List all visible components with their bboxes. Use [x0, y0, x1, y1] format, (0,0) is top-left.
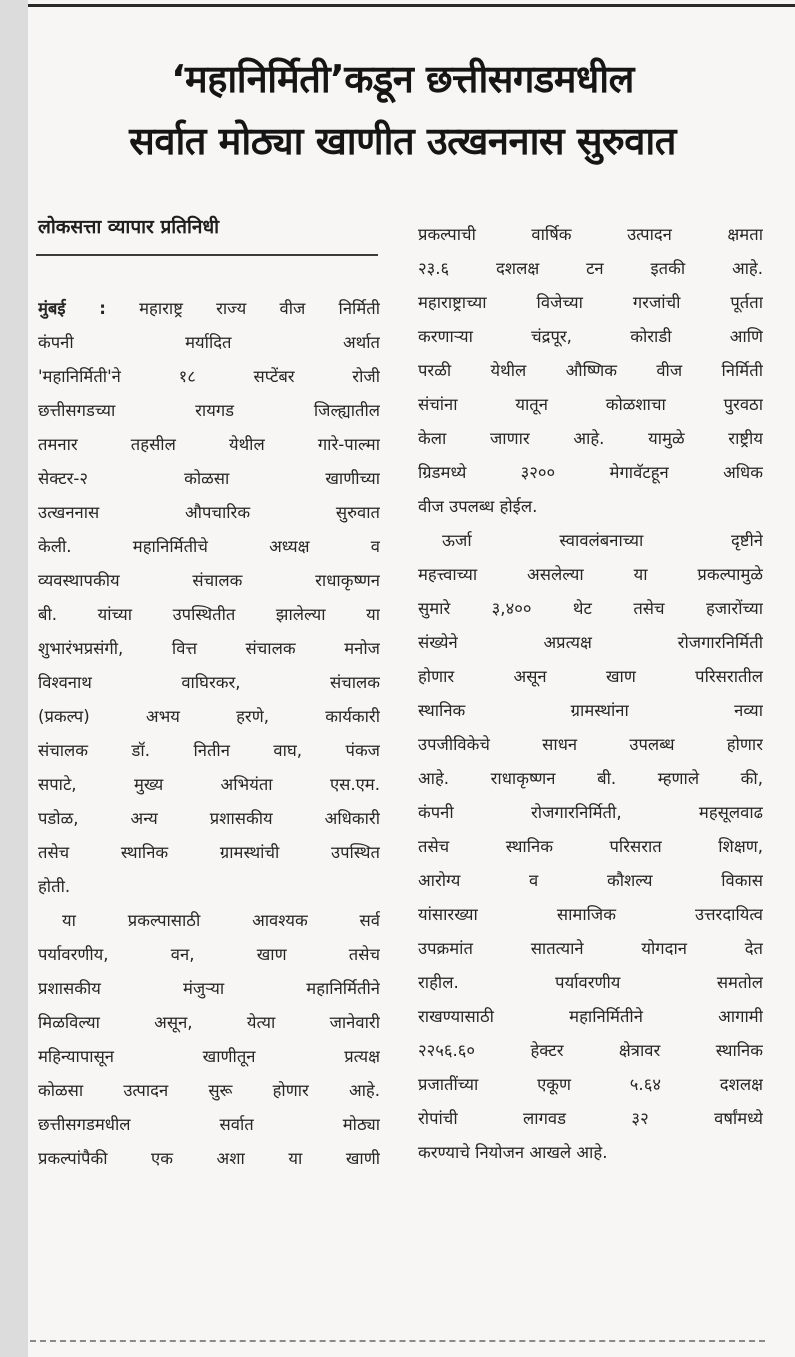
article-line: प्रकल्पाची वार्षिक उत्पादन क्षमता [418, 225, 763, 244]
article-line-text: महाराष्ट्र राज्य वीज निर्मिती [139, 299, 380, 318]
article-line: केला जाणार आहे. यामुळे राष्ट्रीय [418, 429, 763, 448]
article-line: उत्खननास औपचारिक सुरुवात [38, 503, 380, 522]
article-line: या प्रकल्पासाठी आवश्यक सर्व [62, 911, 380, 930]
article-line: शुभारंभप्रसंगी, वित्त संचालक मनोज [38, 639, 380, 658]
headline-line-1: ‘महानिर्मिती’कडून छत्तीसगडमधील [171, 57, 634, 101]
article-line: यांसारख्या सामाजिक उत्तरदायित्व [418, 905, 763, 924]
article-line: होती. [38, 877, 71, 896]
article-line: सपाटे, मुख्य अभियंता एस.एम. [38, 775, 380, 794]
headline-line-2: सर्वात मोठ्या खाणीत उत्खननास सुरुवात [129, 119, 676, 163]
bottom-dashed-rule [30, 1340, 765, 1342]
article-line: प्रजातींच्या एकूण ५.६४ दशलक्ष [418, 1075, 763, 1094]
article-line: कोळसा उत्पादन सुरू होणार आहे. [38, 1081, 380, 1100]
article-line: करण्याचे नियोजन आखले आहे. [418, 1143, 608, 1162]
article-line: होणार असून खाण परिसरातील [418, 667, 763, 686]
article-line: २२५६.६० हेक्टर क्षेत्रावर स्थानिक [418, 1041, 763, 1060]
article-line: कंपनी रोजगारनिर्मिती, महसूलवाढ [418, 803, 763, 822]
article-line: मिळविल्या असून, येत्या जानेवारी [38, 1013, 380, 1032]
top-rule [28, 4, 795, 7]
article-line: ग्रिडमध्ये ३२०० मेगावॅटहून अधिक [418, 463, 763, 482]
article-line [38, 292, 380, 326]
article-line: 'महानिर्मिती'ने १८ सप्टेंबर रोजी [38, 367, 380, 386]
article-line: संचांना यातून कोळशाचा पुरवठा [418, 395, 763, 414]
article-line: विश्वनाथ वाघिरकर, संचालक [38, 673, 380, 692]
article-line: संख्येने अप्रत्यक्ष रोजगारनिर्मिती [418, 633, 763, 652]
article-line: राहील. पर्यावरणीय समतोल [418, 973, 763, 992]
article-line: छत्तीसगडमधील सर्वात मोठ्या [38, 1115, 380, 1134]
article-line: राखण्यासाठी महानिर्मितीने आगामी [418, 1007, 763, 1026]
article-line: तसेच स्थानिक ग्रामस्थांची उपस्थित [38, 843, 380, 862]
article-line: महिन्यापासून खाणीतून प्रत्यक्ष [38, 1047, 380, 1066]
article-line: केली. महानिर्मितीचे अध्यक्ष व [38, 537, 380, 556]
article-line: संचालक डॉ. नितीन वाघ, पंकज [38, 741, 380, 760]
article-line: बी. यांच्या उपस्थितीत झालेल्या या [38, 605, 380, 624]
article-line: रोपांची लागवड ३२ वर्षांमध्ये [418, 1109, 763, 1128]
article-line: सेक्टर-२ कोळसा खाणीच्या [38, 469, 380, 488]
article-line: आहे. राधाकृष्णन बी. म्हणाले की, [418, 769, 763, 788]
article-line: तमनार तहसील येथील गारे-पाल्मा [38, 435, 380, 454]
article-line: पर्यावरणीय, वन, खाण तसेच [38, 945, 380, 964]
article-line: प्रशासकीय मंजुऱ्या महानिर्मितीने [38, 979, 380, 998]
article-dateline: मुंबई : [38, 299, 106, 318]
article-line: स्थानिक ग्रामस्थांना नव्या [418, 701, 763, 720]
byline-rule [36, 254, 378, 256]
article-line: सुमारे ३,४०० थेट तसेच हजारोंच्या [418, 599, 763, 618]
article-line: वीज उपलब्ध होईल. [418, 497, 538, 516]
article-line: तसेच स्थानिक परिसरात शिक्षण, [418, 837, 763, 856]
article-line: व्यवस्थापकीय संचालक राधाकृष्णन [38, 571, 380, 590]
article-line: उपक्रमांत सातत्याने योगदान देत [418, 939, 763, 958]
article-line: उपजीविकेचे साधन उपलब्ध होणार [418, 735, 763, 754]
article-line: करणाऱ्या चंद्रपूर, कोराडी आणि [418, 327, 763, 346]
article-line: कंपनी मर्यादित अर्थात [38, 333, 380, 352]
article-column-right [418, 218, 763, 1170]
article-byline: लोकसत्ता व्यापार प्रतिनिधी [38, 216, 220, 238]
article-line: आरोग्य व कौशल्य विकास [418, 871, 763, 890]
article-column-left [38, 292, 380, 1176]
page-left-margin [0, 0, 28, 1357]
article-headline [30, 48, 775, 172]
article-line: महाराष्ट्राच्या विजेच्या गरजांची पूर्तता [418, 293, 763, 312]
article-line: २३.६ दशलक्ष टन इतकी आहे. [418, 259, 763, 278]
article-line: प्रकल्पांपैकी एक अशा या खाणी [38, 1149, 380, 1168]
article-line: ऊर्जा स्वावलंबनाच्या दृष्टीने [442, 531, 763, 550]
article-line: छत्तीसगडच्या रायगड जिल्ह्यातील [38, 401, 380, 420]
article-line: (प्रकल्प) अभय हरणे, कार्यकारी [38, 707, 380, 726]
article-line: परळी येथील औष्णिक वीज निर्मिती [418, 361, 763, 380]
article-line: महत्त्वाच्या असलेल्या या प्रकल्पामुळे [418, 565, 763, 584]
article-line: पडोळ, अन्य प्रशासकीय अधिकारी [38, 809, 380, 828]
